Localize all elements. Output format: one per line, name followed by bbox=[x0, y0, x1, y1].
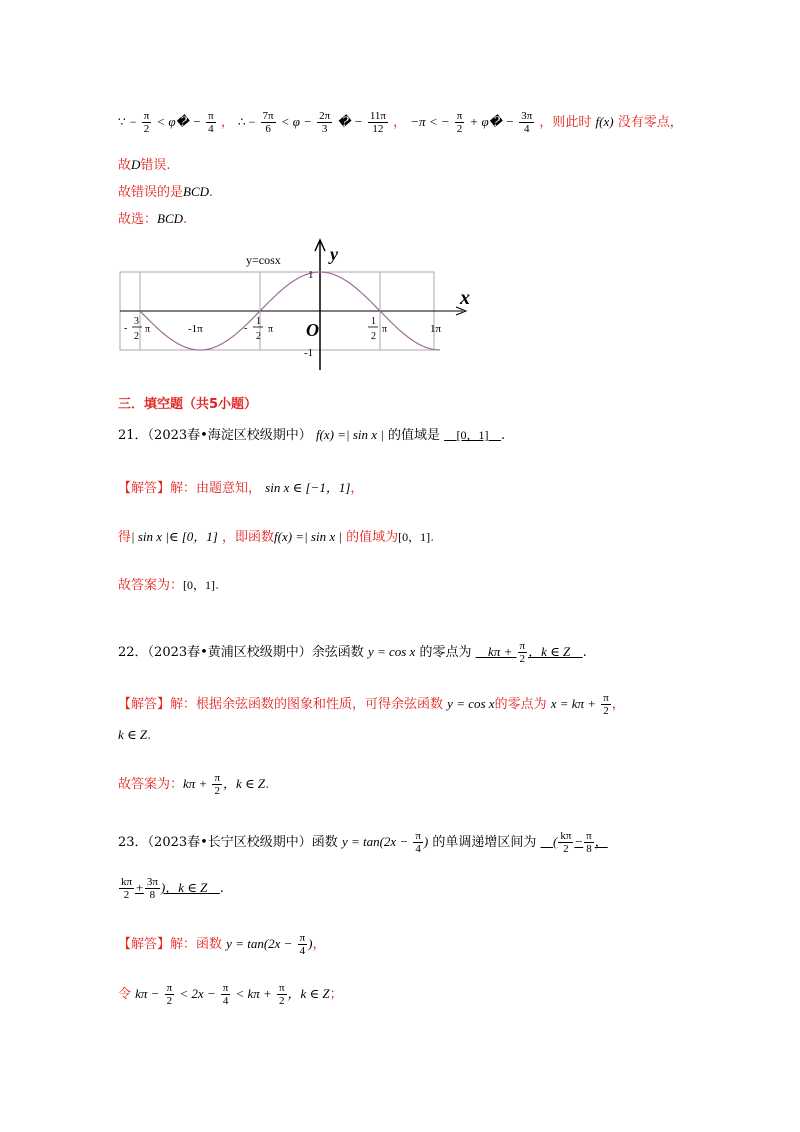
answer-22-line-2: k ∈ Z. bbox=[118, 727, 152, 743]
y-tick-1: 1 bbox=[308, 269, 314, 281]
answer-21-line-3: 故答案为：[0，1]. bbox=[118, 578, 220, 593]
fraction: $\frac{\pi}{2}$ bbox=[278, 982, 285, 1007]
fraction: $\frac{\pi}{2}$ bbox=[214, 772, 221, 797]
x-tick-neg-1-2-pi bbox=[244, 316, 273, 342]
fraction: $\frac{k\pi}{2}$ bbox=[121, 876, 133, 901]
solution-line-1: ∵ − $\frac{\pi}{2}$ < φ� − $\frac{\pi}{4}$ ， ∴ − $\frac{7\pi}{6}$ < φ − $\frac{2\pi}{3}$ � − $\frac{11\pi}{12}$ ， −π < − $\frac{\pi}{2}$ + φ� − $\frac{3\pi}{4}$ ，则此时 f(x) 没有零点， bbox=[118, 110, 683, 135]
svg-text:2: 2 bbox=[371, 331, 376, 342]
question-23: 23．（2023春•长宁区校级期中）函数 y = tan(2x − $\frac{\pi}{4}$ ) 的单调递增区间为 ( $\frac{k\pi}{2}$ − $\frac{\pi}{8}$ ， bbox=[118, 830, 608, 855]
solution-line-3: 故错误的是BCD. bbox=[118, 184, 214, 200]
svg-text:-: - bbox=[124, 323, 128, 334]
answer-21-line-2: 得| sin x |∈ [0，1] ，即函数f(x) =| sin x | 的值域为[0，1]. bbox=[118, 529, 435, 545]
cosine-graph bbox=[118, 236, 478, 372]
fraction: $\frac{7\pi}{6}$ bbox=[262, 110, 274, 135]
graph-title: y=cosx bbox=[246, 253, 281, 267]
fraction: $\frac{\pi}{4}$ bbox=[415, 830, 421, 855]
answer-23-line-1: 【解答】解：函数 y = tan(2x − $\frac{\pi}{4}$ )， bbox=[118, 932, 326, 957]
answer-22-line-3: 故答案为：kπ + $\frac{\pi}{2}$ ，k ∈ Z. bbox=[118, 772, 270, 797]
svg-text:2: 2 bbox=[134, 331, 139, 342]
svg-text:π: π bbox=[268, 324, 274, 335]
because-symbol: ∵ bbox=[118, 115, 126, 129]
x-tick-neg-3-2-pi bbox=[124, 316, 150, 342]
question-23-line-2: $\frac{k\pi}{2}$ + $\frac{3\pi}{8}$ )，k ∈ Z . bbox=[121, 876, 224, 901]
answer-22-line-1: 【解答】解：根据余弦函数的图象和性质，可得余弦函数 y = cos x的零点为 x = kπ + $\frac{\pi}{2}$ ， bbox=[118, 692, 625, 717]
section-header: 三．填空题（共5小题） bbox=[118, 397, 258, 412]
svg-text:1: 1 bbox=[256, 316, 261, 327]
svg-text:1: 1 bbox=[371, 316, 376, 327]
svg-text:-: - bbox=[244, 323, 248, 334]
svg-text:2: 2 bbox=[256, 331, 261, 342]
origin-label: O bbox=[306, 320, 319, 340]
solution-line-2: 故D错误. bbox=[118, 157, 171, 173]
fraction: $\frac{\pi}{2}$ bbox=[143, 110, 150, 135]
fraction: $\frac{11\pi}{12}$ bbox=[369, 110, 386, 135]
y-tick-neg1: -1 bbox=[304, 347, 314, 359]
question-21: 21．（2023春•海淀区校级期中） f(x) =| sin x | 的值域是 [0，1] . bbox=[118, 427, 506, 443]
fraction: $\frac{3\pi}{8}$ bbox=[146, 876, 158, 901]
solution-line-4: 故选：BCD. bbox=[118, 211, 188, 227]
fraction: $\frac{\pi}{8}$ bbox=[586, 830, 592, 855]
fraction: $\frac{\pi}{4}$ bbox=[208, 110, 214, 135]
x-tick-neg-pi: -1π bbox=[188, 323, 203, 335]
x-axis-label: x bbox=[460, 287, 470, 309]
question-22: 22．（2023春•黄浦区校级期中）余弦函数 y = cos x 的零点为 kπ + $\frac{\pi}{2}$ ，k ∈ Z . bbox=[118, 640, 587, 665]
answer-23-line-2: 令 kπ − $\frac{\pi}{2}$ < 2x − $\frac{\pi}{4}$ < kπ + $\frac{\pi}{2}$ ，k ∈ Z； bbox=[118, 982, 343, 1007]
fraction: $\frac{3\pi}{4}$ bbox=[521, 110, 533, 135]
fraction: $\frac{\pi}{2}$ bbox=[166, 982, 173, 1007]
x-tick-1-2-pi bbox=[368, 316, 387, 342]
fraction: $\frac{\pi}{4}$ bbox=[222, 982, 229, 1007]
svg-text:π: π bbox=[382, 324, 388, 335]
fraction: $\frac{k\pi}{2}$ bbox=[560, 830, 572, 855]
fraction: $\frac{\pi}{2}$ bbox=[519, 640, 526, 665]
fraction: $\frac{\pi}{2}$ bbox=[603, 692, 609, 717]
svg-text:π: π bbox=[145, 324, 151, 335]
svg-text:3: 3 bbox=[134, 316, 139, 327]
y-axis-label: y bbox=[330, 244, 338, 264]
answer-21-line-1: 【解答】解：由题意知， sin x ∈ [−1，1]， bbox=[118, 480, 364, 496]
fraction: $\frac{2\pi}{3}$ bbox=[319, 110, 331, 135]
fraction: $\frac{\pi}{2}$ bbox=[456, 110, 463, 135]
fraction: $\frac{\pi}{4}$ bbox=[299, 932, 306, 957]
x-tick-pi: 1π bbox=[430, 323, 442, 335]
